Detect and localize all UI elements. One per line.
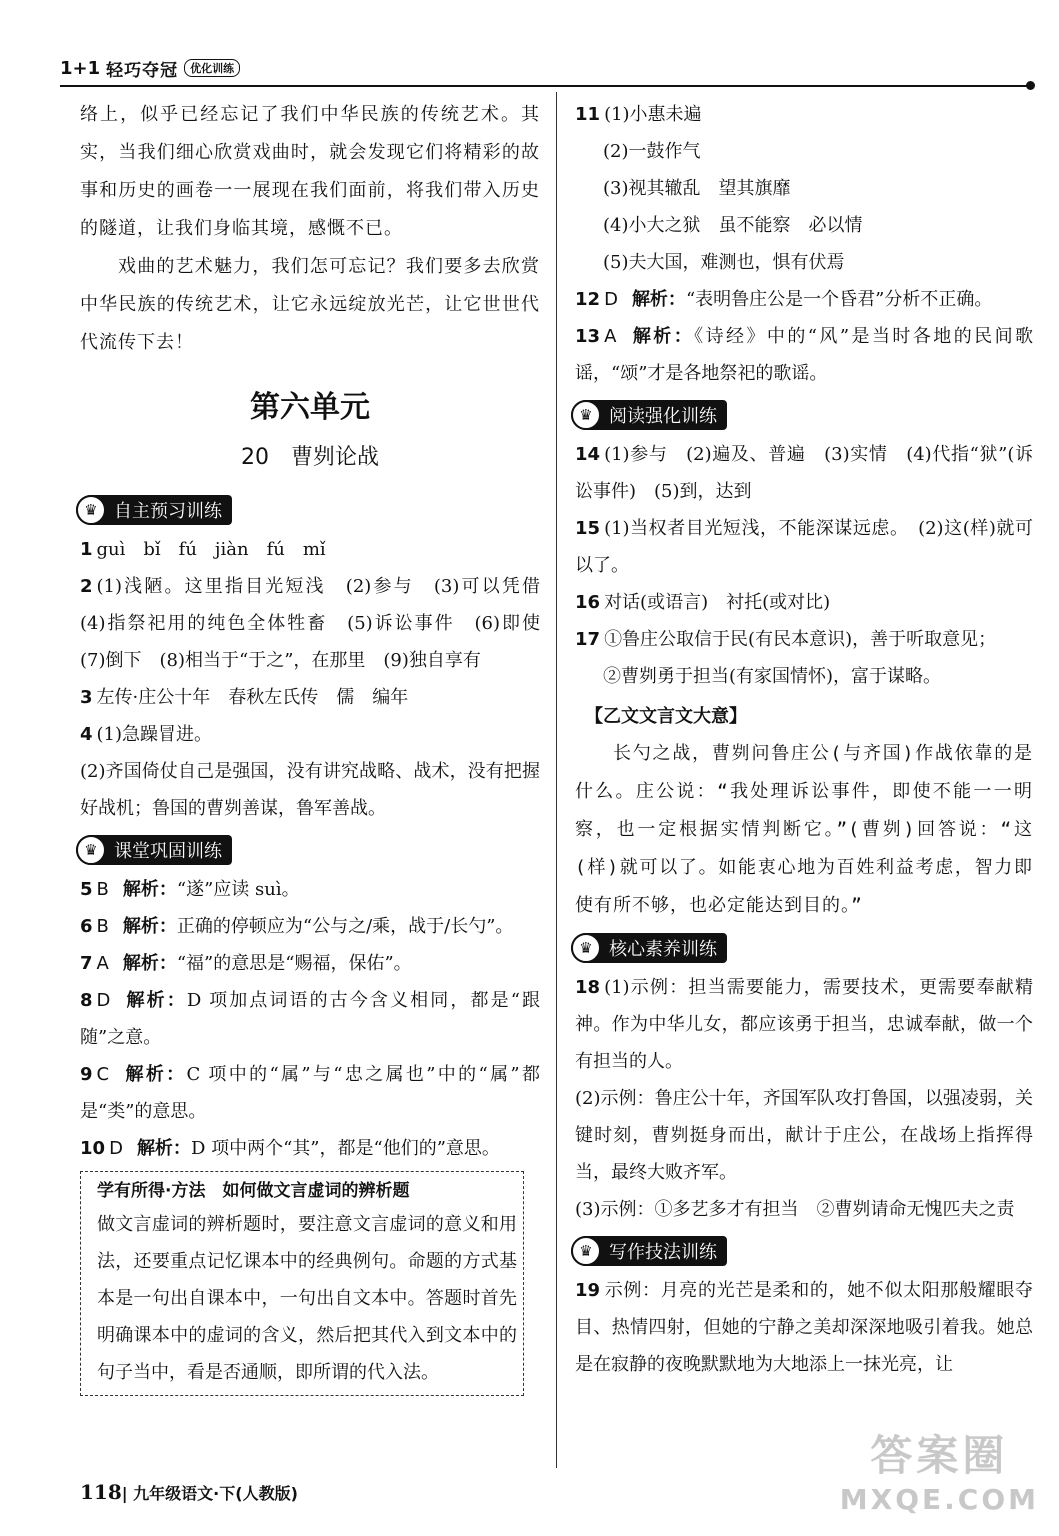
translation-body: 长勺之战，曹刿问鲁庄公(与齐国)作战依靠的是什么。庄公说：“我处理诉讼事件，即使不能一一明察，也一定根据实情判断它。”(曹刿)回答说：“这(样)就可以了。如能衷心地为百姓利益考虑，智力即使有所不够，也必定能达到目的。” — [575, 743, 1033, 916]
watermark-line-2: MXQE.COM — [839, 1483, 1039, 1516]
question-8: 8 D 解析：D 项加点词语的古今含义相同，都是“跟随”之意。 — [80, 990, 541, 1048]
question-3: 3 左传·庄公十年 春秋左氏传 儒 编年 — [80, 687, 409, 708]
left-column — [80, 96, 558, 1396]
header-rule-dot — [1026, 81, 1035, 90]
lesson-title: 20 曹刿论战 — [241, 445, 379, 470]
question-15: 15 (1)当权者目光短浅，不能深谋远虑。 (2)这(样)就可以了。 — [575, 518, 1033, 576]
question-4-part-2: (2)齐国倚仗自己是强国，没有讲究战略、战术，没有把握好战机；鲁国的曹刿善谋，鲁军善战。 — [80, 761, 540, 819]
question-11-item: (5)夫大国，难测也，惧有伏焉 — [603, 252, 845, 273]
question-18-part-2: (2)示例：鲁庄公十年，齐国军队攻打鲁国，以强凌弱，关键时刻，曹刿挺身而出，献计于庄公，在战场上指挥得当，最终大败齐军。 — [575, 1088, 1033, 1183]
section-title: 核心素养训练 — [609, 939, 717, 960]
question-11-item: (3)视其辙乱 望其旗靡 — [603, 178, 791, 199]
translation-title: 【乙文文言文大意】 — [585, 706, 747, 727]
header-logo — [60, 54, 240, 82]
section-banner-writing — [571, 1236, 727, 1266]
question-10: 10 D 解析：D 项中两个“其”，都是“他们的”意思。 — [80, 1138, 500, 1159]
section-banner-reading — [571, 400, 727, 430]
question-19: 19 示例：月亮的光芒是柔和的，她不似太阳那般耀眼夺目、热情四射，但她的宁静之美却深深地吸引着我。她总是在寂静的夜晚默默地为大地添上一抹光亮，让 — [575, 1280, 1033, 1375]
question-4: 4 (1)急躁冒进。 — [80, 724, 213, 745]
question-2: 2 (1)浅陋。这里指目光短浅 (2)参与 (3)可以凭借 (4)指祭祀用的纯色全体牲畜 (5)诉讼事件 (6)即使 (7)倒下 (8)相当于“于之”，在那里 (9)独自享有 — [80, 576, 558, 671]
watermark — [840, 1423, 1039, 1516]
question-18-part-3: (3)示例：①多艺多才有担当 ②曹刿请命无愧匹夫之责 — [575, 1199, 1015, 1220]
book-title: 九年级语文·下(人教版) — [133, 1484, 298, 1503]
section-title: 阅读强化训练 — [609, 406, 717, 427]
question-12: 12 D 解析：“表明鲁庄公是一个昏君”分析不正确。 — [575, 289, 993, 310]
question-9: 9 C 解析：C 项中的“属”与“忠之属也”中的“属”都是“类”的意思。 — [80, 1064, 540, 1122]
section-banner-preview — [76, 495, 232, 525]
question-11-item: (2)一鼓作气 — [603, 141, 701, 162]
question-17: 17 ①鲁庄公取信于民(有民本意识)，善于听取意见； — [575, 629, 997, 650]
question-5: 5 B 解析：“遂”应读 suì。 — [80, 879, 300, 900]
section-banner-classroom — [76, 835, 232, 865]
question-1: 1 guì bǐ fú jiàn fú mǐ — [80, 539, 326, 560]
question-7: 7 A 解析：“福”的意思是“赐福，保佑”。 — [80, 953, 412, 974]
section-title: 课堂巩固训练 — [114, 841, 222, 862]
question-17-part-2: ②曹刿勇于担当(有家国情怀)，富于谋略。 — [603, 666, 942, 687]
page-footer: 118| 九年级语文·下(人教版) — [80, 1480, 298, 1504]
question-18: 18 (1)示例：担当需要能力，需要技术，更需要奉献精神。作为中华儿女，都应该勇于担当，忠诚奉献，做一个有担当的人。 — [575, 977, 1033, 1072]
unit-title: 第六单元 — [250, 390, 370, 425]
crown-icon: ♛ — [571, 400, 601, 430]
question-16: 16 对话(或语言) 衬托(或对比) — [575, 592, 831, 613]
logo-text: 轻巧夺冠 — [106, 60, 179, 81]
question-14: 14 (1)参与 (2)遍及、普遍 (3)实情 (4)代指“狱”(诉讼事件) (5)到，达到 — [575, 444, 1033, 502]
question-13: 13 A 解析：《诗经》中的“风”是当时各地的民间歌谣，“颂”才是各地祭祀的歌谣。 — [575, 326, 1034, 384]
question-11: 11 (1)小惠未遍 — [575, 104, 702, 125]
page-number: 118 — [80, 1480, 122, 1504]
crown-icon: ♛ — [76, 495, 106, 525]
logo-subtitle: 优化训练 — [184, 59, 240, 77]
crown-icon: ♛ — [76, 835, 106, 865]
question-6: 6 B 解析：正确的停顿应为“公与之/乘，战于/长勺”。 — [80, 916, 514, 937]
question-11-item: (4)小大之狱 虽不能察 必以情 — [603, 215, 863, 236]
logo-mark: 1+1 — [60, 57, 101, 79]
section-title: 自主预习训练 — [114, 501, 222, 522]
crown-icon: ♛ — [571, 1236, 601, 1266]
method-tip-body: 做文言虚词的辨析题时，要注意文言虚词的意义和用法，还要重点记忆课本中的经典例句。命题的方式基本是一句出自课本中，一句出自文本中。答题时首先明确课本中的虚词的含义，然后把其代入到文本中的句子当中，看是否通顺，即所谓的代入法。 — [97, 1214, 517, 1383]
section-title: 写作技法训练 — [609, 1242, 717, 1263]
essay-paragraph-1: 络上，似乎已经忘记了我们中华民族的传统艺术。其实，当我们细心欣赏戏曲时，就会发现它们将精彩的故事和历史的画卷一一展现在我们面前，将我们带入历史的隧道，让我们身临其境，感慨不已。 — [80, 104, 540, 239]
right-column — [575, 96, 1033, 1383]
section-banner-core — [571, 933, 727, 963]
column-divider — [556, 92, 557, 1468]
watermark-line-1: 答案圈 — [870, 1431, 1009, 1480]
crown-icon: ♛ — [571, 933, 601, 963]
essay-paragraph-2: 戏曲的艺术魅力，我们怎可忘记？我们要多去欣赏中华民族的传统艺术，让它永远绽放光芒，让它世世代代流传下去！ — [80, 256, 540, 353]
method-tip-title: 学有所得·方法 如何做文言虚词的辨析题 — [97, 1181, 410, 1201]
header-rule — [60, 85, 1031, 87]
method-tip-box — [80, 1171, 524, 1396]
